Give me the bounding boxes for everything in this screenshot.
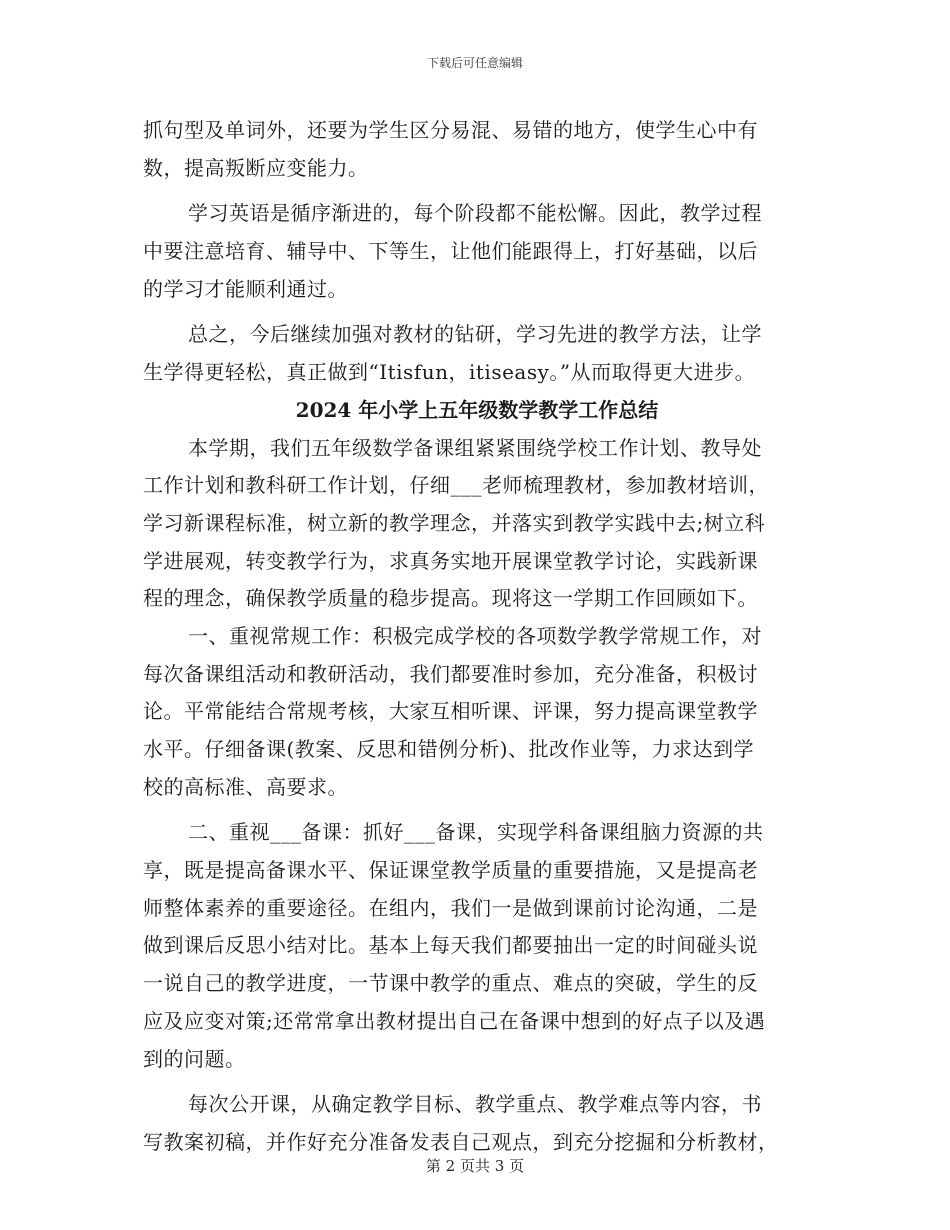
text-line: 每次公开课，从确定教学目标、教学重点、教学难点等内容，书 [188,1092,762,1117]
text-line: 的学习才能顺利通过。 [143,276,348,301]
text-line: 师整体素养的重要途径。在组内，我们一是做到课前讨论沟通，二是 [143,895,758,920]
page-footer: 第 2 页共 3 页 [425,1157,525,1175]
text-line: 本学期，我们五年级数学备课组紧紧围绕学校工作计划、教导处 [188,435,762,460]
text-line: 校的高标准、高要求。 [143,774,348,799]
document-body [143,112,811,1162]
text-line: 工作计划和教科研工作计划，仔细___老师梳理教材，参加教材培训， [143,473,769,498]
text-line: 数，提高叛断应变能力。 [143,155,369,180]
text-line: 总之，今后继续加强对教材的钻研，学习先进的教学方法，让学 [188,322,762,347]
text-line: 做到课后反思小结对比。基本上每天我们都要抽出一定的时间碰头说 [143,933,758,958]
text-line: 学进展观，转变教学行为，求真务实地开展课堂教学讨论，实践新课 [143,548,758,573]
text-line: 二、重视___备课：抓好___备课，实现学科备课组脑力资源的共 [188,820,764,845]
text-line: 抓句型及单词外，还要为学生区分易混、易错的地方，使学生心中有 [143,118,758,142]
text-line: 学习英语是循序渐进的，每个阶段都不能松懈。因此，教学过程 [188,201,762,226]
section-title: 2024 年小学上五年级数学教学工作总结 [295,397,659,422]
text-line: 论。平常能结合常规考核，大家互相听课、评课，努力提高课堂教学 [143,699,758,724]
text-line: 一、重视常规工作：积极完成学校的各项数学教学常规工作，对 [188,623,762,648]
text-line: 程的理念，确保教学质量的稳步提高。现将这一学期工作回顾如下。 [143,586,758,611]
text-line: 中要注意培育、辅导中、下等生，让他们能跟得上，打好基础，以后 [143,239,758,264]
page-header: 下载后可任意编辑 [426,56,523,70]
text-line: 一说自己的教学进度，一节课中教学的重点、难点的突破，学生的反 [143,971,758,996]
text-line: 学习新课程标准，树立新的教学理念，并落实到教学实践中去;树立科 [143,510,766,535]
text-line: 每次备课组活动和教研活动，我们都要准时参加，充分准备，积极讨 [143,661,758,686]
text-line: 到的问题。 [143,1046,246,1071]
text-line: 水平。仔细备课(教案、反思和错例分析)、批改作业等，力求达到学 [143,737,755,761]
text-line: 享，既是提高备课水平、保证课堂教学质量的重要措施，又是提高老 [143,858,758,883]
text-line: 生学得更轻松，真正做到“Itisfun，itiseasy。”从而取得更大进步。 [143,360,756,385]
text-line: 应及应变对策;还常常拿出教材提出自己在备课中想到的好点子以及遇 [143,1008,766,1033]
text-line: 写教案初稿，并作好充分准备发表自己观点，到充分挖掘和分析教材， [143,1129,779,1154]
